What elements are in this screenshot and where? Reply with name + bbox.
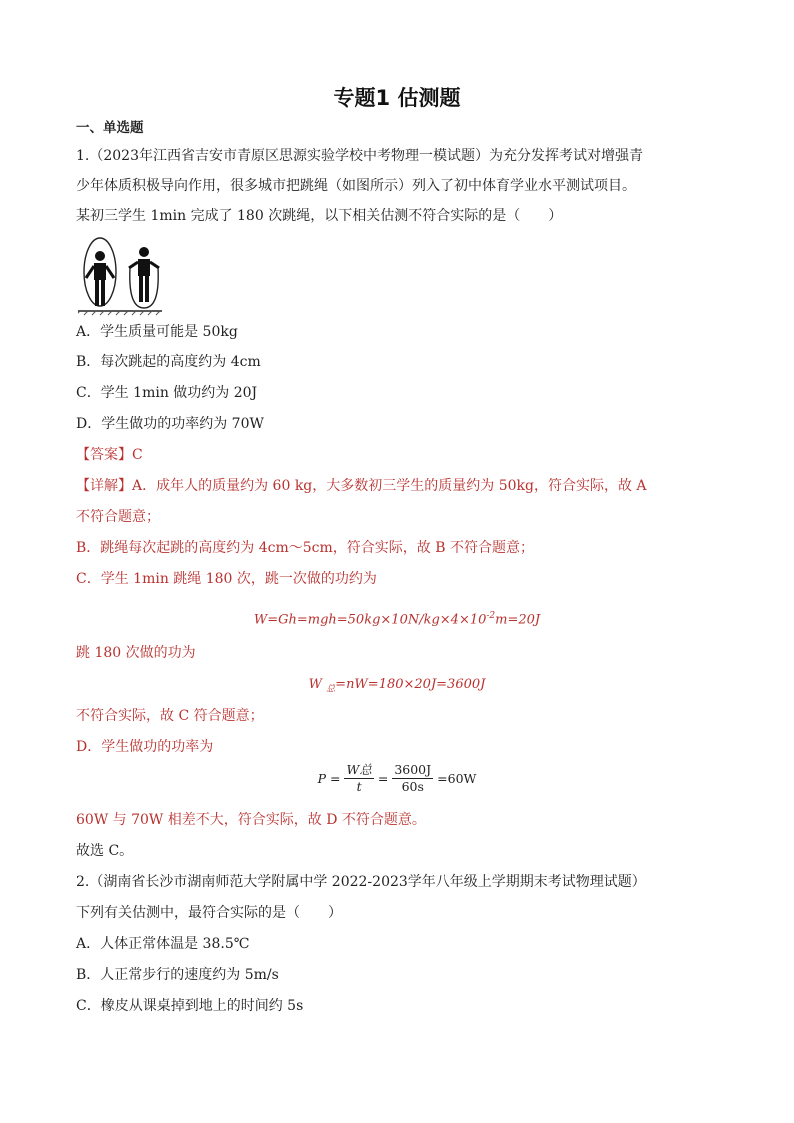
formula-total-work bbox=[0, 675, 794, 700]
formula3-p: P = bbox=[317, 771, 341, 786]
jump-rope-figure bbox=[78, 236, 162, 316]
q1-option-d: D．学生做功的功率约为 70W bbox=[76, 416, 264, 432]
q1-detail-a-line-2: 不符合题意； bbox=[76, 509, 160, 525]
fraction1-numerator: W总 bbox=[346, 762, 372, 777]
q2-option-b: B．人正常步行的速度约为 5m/s bbox=[76, 967, 279, 983]
page-title: 专题1 估测题 bbox=[333, 86, 461, 110]
formula2-sub: 总 bbox=[326, 684, 336, 695]
q2-option-c: C．橡皮从课桌掉到地上的时间约 5s bbox=[76, 998, 304, 1014]
q1-choose: 故选 C。 bbox=[76, 843, 134, 859]
formula-work-per-jump bbox=[0, 606, 794, 630]
q1-answer bbox=[76, 445, 143, 465]
formula2-rest: =nW=180×20J=3600J bbox=[335, 677, 486, 692]
q1-stem-line-2: 少年体质积极导向作用，很多城市把跳绳（如图所示）列入了初中体育学业水平测试项目。 bbox=[76, 178, 636, 194]
q2-option-a: A．人体正常体温是 38.5℃ bbox=[76, 936, 250, 952]
q1-detail-d: D．学生做功的功率为 bbox=[76, 739, 214, 755]
detail-tag: 【详解】 bbox=[76, 478, 132, 494]
formula-power bbox=[0, 762, 794, 795]
fraction-w-over-t bbox=[344, 762, 373, 795]
q1-stem-line-3: 某初三学生 1min 完成了 180 次跳绳，以下相关估测不符合实际的是（ ） bbox=[76, 208, 563, 224]
q1-jump-line: 跳 180 次做的功为 bbox=[76, 645, 196, 661]
q1-detail-b: B．跳绳每次起跳的高度约为 4cm～5cm，符合实际，故 B 不符合题意； bbox=[76, 540, 534, 556]
fraction2-numerator: 3600J bbox=[394, 762, 432, 777]
q2-stem-line-1: 2.（湖南省长沙市湖南师范大学附属中学 2022-2023学年八年级上学期期末考试物理试题） bbox=[76, 874, 646, 890]
fraction1-denominator: t bbox=[356, 779, 362, 794]
q1-detail-c: C．学生 1min 跳绳 180 次，跳一次做的功约为 bbox=[76, 571, 377, 587]
formula1-post: m=20J bbox=[495, 612, 541, 628]
formula3-equals: = bbox=[377, 771, 389, 786]
formula1-exponent: -2 bbox=[486, 611, 496, 621]
formula3-result: =60W bbox=[437, 771, 477, 786]
formula2-w: W bbox=[308, 677, 323, 692]
fraction2-denominator: 60s bbox=[401, 779, 424, 794]
q1-conclusion-d: 60W 与 70W 相差不大，符合实际，故 D 不符合题意。 bbox=[76, 812, 426, 828]
detail-a-text: A．成年人的质量约为 60 kg，大多数初三学生的质量约为 50kg，符合实际，故 A bbox=[132, 478, 647, 494]
q1-option-a: A．学生质量可能是 50kg bbox=[76, 324, 238, 340]
q1-option-c: C．学生 1min 做功约为 20J bbox=[76, 385, 258, 401]
answer-tag: 【答案】 bbox=[76, 447, 132, 463]
q2-stem-line-2: 下列有关估测中，最符合实际的是（ ） bbox=[76, 905, 342, 921]
fraction-3600-over-60 bbox=[392, 762, 433, 795]
answer-value: C bbox=[132, 447, 143, 463]
q1-not-fit-c: 不符合实际，故 C 符合题意； bbox=[76, 708, 264, 724]
q1-detail-a-line-1 bbox=[76, 476, 647, 496]
section-heading: 一、单选题 bbox=[76, 120, 144, 136]
formula1-pre: W=Gh=mgh=50kg×10N/kg×4×10 bbox=[253, 612, 487, 628]
q1-stem-line-1: 1.（2023年江西省吉安市青原区思源实验学校中考物理一模试题）为充分发挥考试对增强青 bbox=[76, 148, 643, 164]
q1-option-b: B．每次跳起的高度约为 4cm bbox=[76, 354, 261, 370]
